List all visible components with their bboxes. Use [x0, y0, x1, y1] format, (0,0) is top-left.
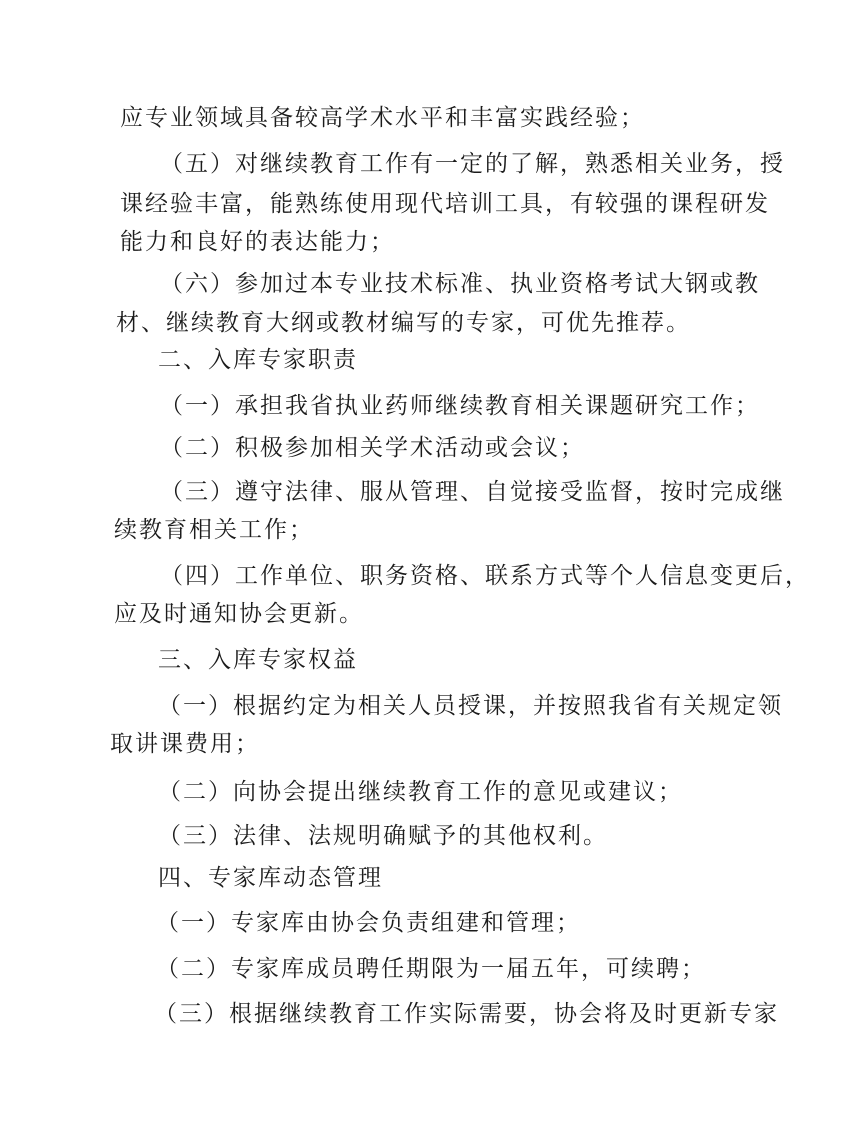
text-line: 材、继续教育大纲或教材编写的专家，可优先推荐。 [116, 310, 691, 336]
text-line: （一）专家库由协会负责组建和管理； [156, 910, 581, 936]
text-line: 课经验丰富，能熟练使用现代培训工具，有较强的课程研发 [120, 191, 770, 217]
text-line: （三）根据继续教育工作实际需要，协会将及时更新专家 [154, 1001, 779, 1027]
text-line: （一）承担我省执业药师继续教育相关课题研究工作； [160, 393, 760, 419]
section-heading: 二、入库专家职责 [158, 347, 358, 373]
text-line: （四）工作单位、职务资格、联系方式等个人信息变更后， [160, 563, 810, 589]
text-line: 续教育相关工作； [114, 517, 314, 543]
text-line: 应及时通知协会更新。 [114, 601, 364, 627]
text-line: 能力和良好的表达能力； [120, 229, 395, 255]
text-line: （五）对继续教育工作有一定的了解，熟悉相关业务，授 [160, 151, 785, 177]
section-heading: 四、专家库动态管理 [158, 865, 383, 891]
text-line: （二）积极参加相关学术活动或会议； [160, 435, 585, 461]
text-line: （二）专家库成员聘任期限为一届五年，可续聘； [156, 956, 706, 982]
text-line: 取讲课费用； [110, 731, 260, 757]
text-line: （六）参加过本专业技术标准、执业资格考试大钢或教 [160, 271, 760, 297]
text-line: （一）根据约定为相关人员授课，并按照我省有关规定领 [158, 693, 783, 719]
text-line: （二）向协会提出继续教育工作的意见或建议； [158, 779, 683, 805]
text-line: 应专业领域具备较高学术水平和丰富实践经验； [120, 105, 645, 131]
text-line: （三）遵守法律、服从管理、自觉接受监督，按时完成继 [160, 479, 785, 505]
section-heading: 三、入库专家权益 [158, 647, 358, 673]
text-line: （三）法律、法规明确赋予的其他权利。 [158, 823, 608, 849]
